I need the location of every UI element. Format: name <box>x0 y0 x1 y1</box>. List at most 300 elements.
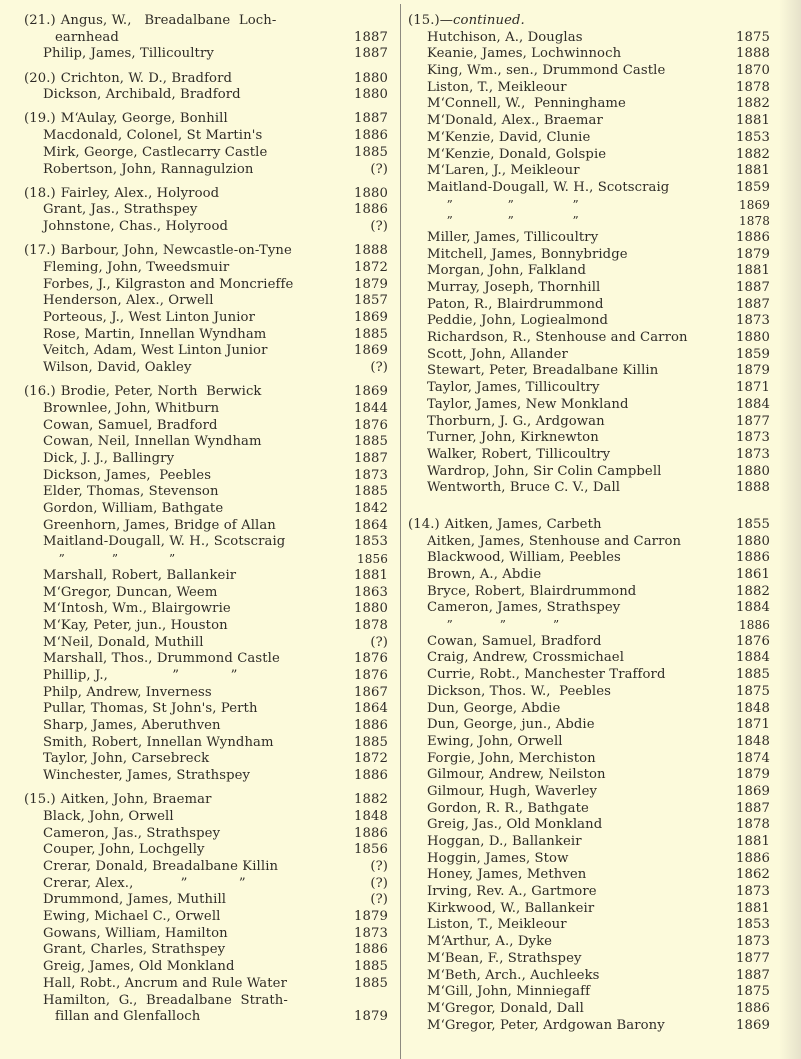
entry-year: 1864 <box>354 517 388 533</box>
list-item <box>408 363 770 380</box>
entry-name: Ewing, Michael C., Orwell <box>43 909 221 925</box>
list-item <box>408 163 770 180</box>
entry-name: earnhead <box>55 29 119 45</box>
entry-name: Winchester, James, Strathspey <box>43 768 251 784</box>
entry-name: Aitken, James, Carbeth <box>444 516 602 532</box>
list-item <box>24 484 388 501</box>
list-item <box>24 418 388 435</box>
entry-name: King, Wm., sen., Drummond Castle <box>427 63 666 79</box>
entry-year: 1882 <box>354 792 388 808</box>
entry-name: Murray, Joseph, Thornhill <box>427 280 601 295</box>
entry-name: Cowan, Neil, Innellan Wyndham <box>43 434 262 450</box>
entry-year: 1873 <box>354 925 388 941</box>
entry-year: 1887 <box>736 296 770 312</box>
entry-name: Gordon, R. R., Bathgate <box>427 800 589 816</box>
entry-year: 1884 <box>736 396 770 412</box>
list-item <box>408 650 770 667</box>
list-item <box>408 534 770 551</box>
list-item <box>24 401 388 418</box>
entry-name: Maitland-Dougall, W. H., Scotscraig <box>43 534 286 550</box>
entry-year: 1885 <box>354 484 388 500</box>
entry-name: Greenhorn, James, Bridge of Allan <box>43 517 276 533</box>
entry-year: 1872 <box>354 259 388 275</box>
entry-year: 1878 <box>354 617 388 633</box>
entry-name: Thorburn, J. G., Ardgowan <box>427 413 605 429</box>
entry-year: 1880 <box>354 185 388 201</box>
list-group <box>24 792 388 1026</box>
list-item <box>24 46 388 63</box>
entry-name: Fleming, John, Tweedsmuir <box>43 259 230 275</box>
entry-name: Kirkwood, W., Ballankeir <box>427 900 595 916</box>
entry-name: Philp, Andrew, Inverness <box>43 684 212 700</box>
list-item <box>408 884 770 901</box>
entry-name: M‘Aulay, George, Bonhill <box>60 111 228 127</box>
list-item <box>24 13 388 30</box>
entry-name: Gordon, William, Bathgate <box>43 501 224 517</box>
entry-name: M‘Kenzie, Donald, Golspie <box>427 146 607 162</box>
entry-name: Scott, John, Allander <box>427 346 568 362</box>
group-number: (20.) <box>24 70 56 86</box>
entry-year: 1887 <box>354 46 388 62</box>
entry-name: Dickson, James, Peebles <box>43 467 212 483</box>
entry-year: 1886 <box>354 128 388 144</box>
list-item <box>408 550 770 567</box>
group-number: (21.) <box>24 13 56 28</box>
entry-year: 1885 <box>354 734 388 750</box>
list-group <box>408 13 770 497</box>
list-item <box>408 313 770 330</box>
entry-year: 1848 <box>736 733 770 749</box>
list-group <box>24 13 388 63</box>
entry-year: 1887 <box>354 451 388 466</box>
group-number: (18.) <box>24 185 56 201</box>
entry-name: Richardson, R., Stenhouse and Carron <box>427 330 688 346</box>
entry-name: ” ” ” <box>43 552 176 567</box>
entry-name: Craig, Andrew, Crossmichael <box>427 650 625 666</box>
entry-name: Currie, Robt., Manchester Trafford <box>427 667 666 683</box>
entry-year: 1879 <box>736 363 770 379</box>
group-heading <box>408 13 770 30</box>
entry-year: 1871 <box>736 717 770 733</box>
entry-year: 1887 <box>736 280 770 295</box>
entry-year: 1885 <box>736 667 770 683</box>
entry-year: 1881 <box>736 163 770 179</box>
entry-year: 1888 <box>736 46 770 62</box>
entry-name: Black, John, Orwell <box>43 808 174 824</box>
entry-year: 1873 <box>736 446 770 462</box>
entry-name: ” ” ” <box>427 214 579 229</box>
entry-name: Cameron, Jas., Strathspey <box>43 825 221 841</box>
list-item <box>408 968 770 985</box>
entry-name: Porteous, J., West Linton Junior <box>43 310 255 325</box>
entry-name: Dun, George, jun., Abdie <box>427 717 595 733</box>
entry-name: Hamilton, G., Breadalbane Strath- <box>43 992 288 1008</box>
list-item <box>408 380 770 397</box>
entry-year: 1853 <box>736 129 770 145</box>
list-item <box>408 330 770 347</box>
entry-name: Maitland-Dougall, W. H., Scotscraig <box>427 179 670 195</box>
list-item <box>24 468 388 485</box>
list-item <box>24 186 388 203</box>
entry-name: Phillip, J., ” ” <box>43 667 238 683</box>
entry-year: 1853 <box>736 917 770 933</box>
entry-name: Dickson, Thos. W., Peebles <box>427 683 611 699</box>
entry-name: Crichton, W. D., Bradford <box>60 70 233 86</box>
list-item <box>408 247 770 264</box>
entry-year: 1876 <box>736 633 770 649</box>
list-item <box>408 834 770 851</box>
entry-name: Mitchell, James, Bonnybridge <box>427 246 628 262</box>
entry-name: Marshall, Robert, Ballankeir <box>43 567 237 583</box>
list-item <box>408 767 770 784</box>
entry-name: Forgie, John, Merchiston <box>427 750 596 766</box>
list-item <box>24 976 388 993</box>
list-item <box>24 668 388 685</box>
entry-year: 1879 <box>354 909 388 925</box>
entry-name: Smith, Robert, Innellan Wyndham <box>43 734 274 750</box>
entry-name: Fairley, Alex., Holyrood <box>60 185 220 201</box>
list-group <box>24 186 388 236</box>
entry-year: 1870 <box>736 63 770 79</box>
entry-year: 1881 <box>736 834 770 849</box>
entry-year: 1873 <box>736 313 770 329</box>
entry-name: Dick, J. J., Ballingry <box>43 451 175 466</box>
list-item <box>408 717 770 734</box>
list-item <box>24 162 388 179</box>
entry-name: Dickson, Archibald, Bradford <box>43 87 241 103</box>
ditto-row <box>408 617 770 634</box>
list-item <box>24 260 388 277</box>
entry-year: 1861 <box>736 567 770 582</box>
entry-name: fillan and Glenfalloch <box>55 1009 201 1025</box>
entry-name: Cowan, Samuel, Bradford <box>427 633 602 649</box>
list-item <box>408 297 770 314</box>
list-item <box>408 347 770 364</box>
entry-year: 1888 <box>736 480 770 496</box>
entry-name: Stewart, Peter, Breadalbane Killin <box>427 363 659 379</box>
entry-year: 1886 <box>736 229 770 245</box>
entry-name: Greig, James, Old Monkland <box>43 959 235 975</box>
entry-name: Cowan, Samuel, Bradford <box>43 417 218 433</box>
entry-year: 1859 <box>736 346 770 362</box>
list-item <box>24 651 388 668</box>
entry-name: Hall, Robt., Ancrum and Rule Water <box>43 975 287 991</box>
entry-name: Johnstone, Chas., Holyrood <box>43 219 229 235</box>
entry-year: 1869 <box>354 310 388 325</box>
entry-name: M‘Gregor, Peter, Ardgowan Barony <box>427 1017 665 1033</box>
entry-year: 1882 <box>736 146 770 162</box>
entry-year: 1881 <box>736 900 770 916</box>
entry-year: 1878 <box>736 79 770 95</box>
entry-name: Liston, T., Meikleour <box>427 917 567 933</box>
list-item <box>24 601 388 618</box>
entry-name: Marshall, Thos., Drummond Castle <box>43 651 280 667</box>
entry-name: Macdonald, Colonel, St Martin's <box>43 128 263 144</box>
list-item <box>408 784 770 801</box>
entry-year: 1848 <box>354 808 388 824</box>
entry-year: 1886 <box>736 850 770 866</box>
entry-year: 1877 <box>736 950 770 966</box>
list-item <box>24 71 388 88</box>
list-item <box>408 263 770 280</box>
entry-year: 1887 <box>736 800 770 816</box>
entry-year: 1853 <box>354 534 388 550</box>
entry-year: 1886 <box>736 1000 770 1016</box>
entry-year: 1888 <box>354 243 388 259</box>
entry-year: 1842 <box>354 501 388 517</box>
entry-name: Couper, John, Lochgelly <box>43 842 205 858</box>
entry-name: Crerar, Donald, Breadalbane Killin <box>43 859 279 874</box>
list-item <box>408 147 770 164</box>
list-item <box>24 534 388 551</box>
entry-year: 1881 <box>736 113 770 129</box>
list-item <box>408 851 770 868</box>
list-item <box>408 817 770 834</box>
list-item <box>408 80 770 97</box>
list-item <box>408 414 770 431</box>
entry-year: 1880 <box>354 87 388 103</box>
entry-name: M‘Gregor, Duncan, Weem <box>43 584 218 600</box>
entry-year: 1885 <box>354 975 388 991</box>
list-item <box>24 892 388 909</box>
entry-year: 1873 <box>736 884 770 900</box>
entry-name: M‘Neil, Donald, Muthill <box>43 634 204 650</box>
entry-name: ” ” ” <box>427 197 579 212</box>
list-item <box>24 842 388 859</box>
entry-year: 1869 <box>739 197 770 212</box>
list-item <box>24 518 388 535</box>
entry-name: Veitch, Adam, West Linton Junior <box>43 343 268 359</box>
list-item <box>408 600 770 617</box>
list-item <box>24 343 388 360</box>
list-item <box>408 667 770 684</box>
entry-year: 1862 <box>736 867 770 883</box>
list-item <box>408 934 770 951</box>
list-item <box>24 451 388 468</box>
entry-name: Keanie, James, Lochwinnoch <box>427 46 622 62</box>
entry-year: 1886 <box>354 202 388 218</box>
entry-name: M‘Gregor, Donald, Dall <box>427 1000 584 1016</box>
entry-name: Walker, Robert, Tillicoultry <box>427 446 611 462</box>
entry-year: 1871 <box>736 380 770 396</box>
entry-year: 1873 <box>736 934 770 950</box>
list-item <box>24 768 388 785</box>
entry-name: Philip, James, Tillicoultry <box>43 46 214 62</box>
list-item <box>408 464 770 481</box>
list-item <box>24 826 388 843</box>
entry-year: 1863 <box>354 584 388 600</box>
entry-year: 1886 <box>354 718 388 733</box>
list-item <box>408 280 770 297</box>
list-item <box>24 701 388 718</box>
list-item <box>24 809 388 826</box>
list-item <box>24 635 388 652</box>
entry-name: M‘Donald, Alex., Braemar <box>427 113 603 129</box>
ditto-row <box>408 213 770 230</box>
entry-year: 1881 <box>354 567 388 583</box>
list-item <box>408 430 770 447</box>
list-item <box>24 876 388 893</box>
list-item <box>24 685 388 702</box>
entry-name: Bryce, Robert, Blairdrummond <box>427 583 637 599</box>
entry-name: M‘Beth, Arch., Auchleeks <box>427 967 600 983</box>
entry-year: 1879 <box>354 1009 388 1025</box>
entry-year: (?) <box>370 875 388 891</box>
entry-name: Cameron, James, Strathspey <box>427 600 621 616</box>
entry-name: ” ” ” <box>427 618 560 633</box>
entry-year: 1879 <box>354 276 388 292</box>
list-item <box>24 111 388 128</box>
entry-name: Paton, R., Blairdrummond <box>427 296 604 312</box>
entry-year: 1885 <box>354 959 388 975</box>
entry-name: Taylor, James, New Monkland <box>427 396 629 412</box>
entry-year: 1872 <box>354 751 388 767</box>
list-item <box>24 585 388 602</box>
entry-year: 1875 <box>736 683 770 699</box>
list-item <box>24 434 388 451</box>
entry-year: 1869 <box>354 384 388 400</box>
left-column <box>24 13 388 1033</box>
entry-name: Greig, Jas., Old Monkland <box>427 817 603 833</box>
list-item <box>24 792 388 809</box>
entry-name: Hoggin, James, Stow <box>427 850 569 866</box>
list-item <box>24 718 388 735</box>
list-item <box>408 567 770 584</box>
list-item <box>408 180 770 197</box>
entry-year: 1857 <box>354 293 388 309</box>
entry-name: Brownlee, John, Whitburn <box>43 400 220 416</box>
entry-name: Brown, A., Abdie <box>427 567 542 582</box>
entry-year: 1887 <box>736 967 770 983</box>
entry-name: Sharp, James, Aberuthven <box>43 718 221 733</box>
entry-name: M‘Connell, W., Penninghame <box>427 96 626 112</box>
list-item <box>24 277 388 294</box>
list-item <box>24 327 388 344</box>
entry-name: Blackwood, William, Peebles <box>427 550 621 566</box>
entry-name: Liston, T., Meikleour <box>427 79 567 95</box>
entry-year: 1887 <box>354 29 388 45</box>
entry-year: 1886 <box>354 768 388 784</box>
list-item <box>24 859 388 876</box>
entry-name: M‘Laren, J., Meikleour <box>427 163 580 179</box>
group-number: (16.) <box>24 384 56 400</box>
entry-year: 1873 <box>736 430 770 446</box>
list-item <box>408 734 770 751</box>
entry-name: Hutchison, A., Douglas <box>427 29 583 45</box>
entry-year: (?) <box>370 859 388 874</box>
entry-name: Hoggan, D., Ballankeir <box>427 834 582 849</box>
continued-note: —continued. <box>439 13 525 28</box>
entry-name: Irving, Rev. A., Gartmore <box>427 884 597 900</box>
entry-name: M‘Arthur, A., Dyke <box>427 934 553 950</box>
entry-year: 1880 <box>736 330 770 346</box>
list-item <box>24 30 388 47</box>
list-item <box>408 1018 770 1035</box>
entry-year: (?) <box>370 161 388 177</box>
entry-year: 1869 <box>736 1017 770 1033</box>
list-item <box>24 202 388 219</box>
list-item <box>408 130 770 147</box>
page-edge-shadow <box>779 0 801 1059</box>
list-item <box>24 568 388 585</box>
entry-name: Peddie, John, Logiealmond <box>427 313 609 329</box>
list-item <box>408 397 770 414</box>
list-item <box>408 517 770 534</box>
list-item <box>408 447 770 464</box>
list-group <box>408 517 770 1034</box>
entry-year: 1886 <box>354 825 388 841</box>
entry-name: Miller, James, Tillicoultry <box>427 229 599 245</box>
list-item <box>408 951 770 968</box>
entry-year: 1878 <box>739 214 770 229</box>
entry-year: 1885 <box>354 434 388 450</box>
entry-name: Wardrop, John, Sir Colin Campbell <box>427 463 662 479</box>
entry-name: Dun, George, Abdie <box>427 700 561 716</box>
entry-name: Henderson, Alex., Orwell <box>43 293 214 309</box>
list-item <box>24 993 388 1010</box>
entry-year: 1878 <box>736 817 770 833</box>
entry-year: 1885 <box>354 144 388 160</box>
entry-name: M‘Bean, F., Strathspey <box>427 950 582 966</box>
entry-year: 1848 <box>736 700 770 716</box>
entry-year: 1876 <box>354 667 388 683</box>
list-item <box>408 96 770 113</box>
list-item <box>24 751 388 768</box>
list-item <box>408 917 770 934</box>
entry-year: 1885 <box>354 326 388 342</box>
ditto-row <box>24 551 388 568</box>
entry-name: M‘Kenzie, David, Clunie <box>427 129 591 145</box>
list-item <box>24 145 388 162</box>
entry-year: 1882 <box>736 96 770 112</box>
entry-name: Grant, Charles, Strathspey <box>43 942 226 958</box>
entry-name: Aitken, James, Stenhouse and Carron <box>427 533 682 549</box>
entry-year: (?) <box>370 634 388 650</box>
entry-year: 1869 <box>736 783 770 799</box>
entry-name: Barbour, John, Newcastle-on-Tyne <box>60 243 292 259</box>
entry-year: 1880 <box>736 463 770 479</box>
entry-year: 1884 <box>736 650 770 666</box>
entry-year: 1864 <box>354 701 388 717</box>
entry-year: 1881 <box>736 263 770 279</box>
entry-year: 1856 <box>354 842 388 858</box>
list-item <box>408 30 770 47</box>
entry-year: 1887 <box>354 111 388 127</box>
entry-name: Forbes, J., Kilgraston and Moncrieffe <box>43 276 294 292</box>
list-item <box>408 634 770 651</box>
entry-year: 1875 <box>736 984 770 1000</box>
entry-name: Gilmour, Hugh, Waverley <box>427 783 598 799</box>
ditto-row <box>408 197 770 214</box>
entry-year: 1855 <box>736 516 770 532</box>
entry-year: (?) <box>370 360 388 376</box>
entry-name: Pullar, Thomas, St John's, Perth <box>43 701 258 717</box>
entry-name: Ewing, John, Orwell <box>427 733 563 749</box>
right-column <box>408 13 770 1054</box>
entry-name: Angus, W., Breadalbane Loch- <box>60 13 277 28</box>
entry-year: 1856 <box>357 552 388 567</box>
list-item <box>24 87 388 104</box>
entry-year: (?) <box>370 219 388 235</box>
list-item <box>24 219 388 236</box>
list-item <box>408 584 770 601</box>
list-item <box>408 901 770 918</box>
list-item <box>24 735 388 752</box>
column-divider <box>400 4 401 1059</box>
group-number: (15.) <box>24 792 56 808</box>
list-item <box>24 293 388 310</box>
entry-year: 1880 <box>354 601 388 617</box>
